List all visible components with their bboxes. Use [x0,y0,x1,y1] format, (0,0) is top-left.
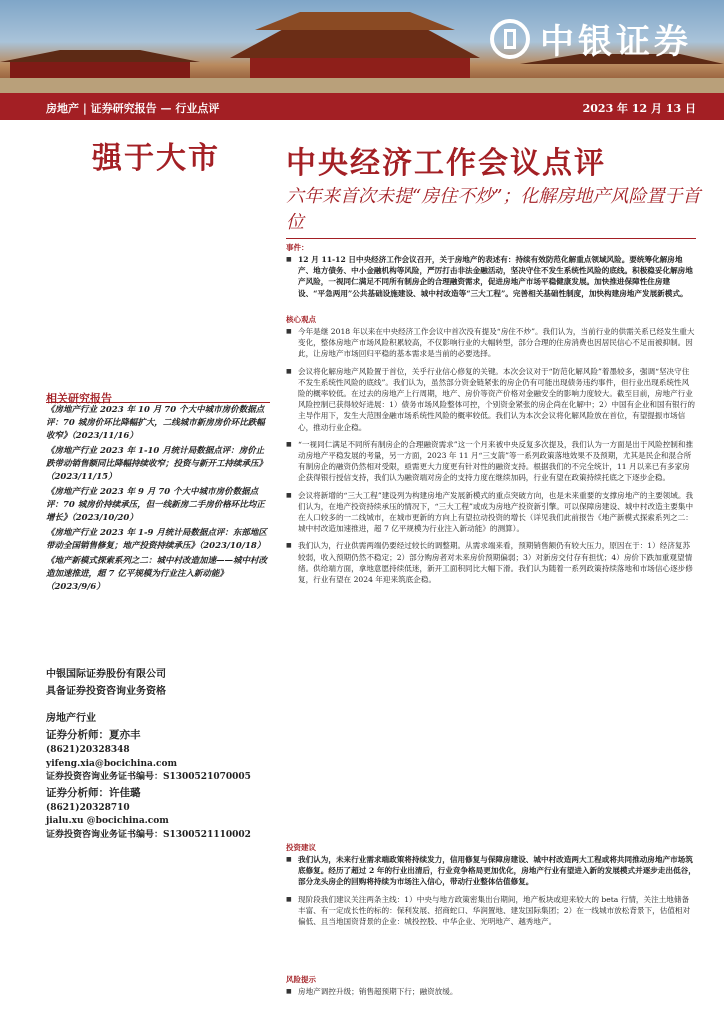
related-divider [46,402,270,403]
list-item [298,366,696,433]
analyst-email[interactable]: jialu.xu @bocichina.com [46,816,169,826]
list-item [298,254,696,299]
report-date: 2023 年 12 月 13 日 [582,102,696,115]
analyst-cert: 证券投资咨询业务证书编号：S1300521070005 [46,772,251,782]
boc-logo-icon [490,19,530,59]
view-text: 会议将化解房地产风险置于首位，关乎行业信心修复的关键。本次会议对于“防范化解风险”着墨较多，强调“坚决守住不发生系统性风险的底线”。我们认为，虽然部分资金链紧张的房企仍有可能出现债务违约事件，但行业出现系统性风险的概率较低。在过去的房地产上行周期，地产、房价等资产价格对金融安全的影响力度较大。截至目前，房地产行业风险控制已获得较好进展：1）债务市场风险整体可控，个别资金紧张的房企尚在化解中；2）中国有企业和国有银行的主导作用下，发生大范围金融市场系统性风险的概率较低。我们认为本次会议将化解风险放在首位，有望提振市场信心，推动行业企稳。 [298,366,695,432]
view-text: 我们认为，行业供需两端仍要经过较长的调整期。从需求端来看，预期销售额仍有较大压力，原因在于：1）经济复苏较弱，收入预期仍然不稳定；2）部分购房者对未来房价预期偏弱；3）对新房交付存有担忧；4）房价下跌加重观望情绪。供给端方面，拿地意愿持续低迷，新开工面积同比大幅下滑。我们认为随着一系列政策持续落地和市场信心逐步修复，行业有望在 2024 年迎来筑底企稳。 [298,541,693,585]
view-text: “一视同仁满足不同所有制房企的合理融资需求”这一个月来被中央反复多次提及，我们认为一方面是出于风险控制和推动房地产平稳发展的考量，另一方面，2023 年 11 月“三支箭”等一系列政策落地效果不及预期，尤其是民企和混合所有制房企的融资仍然相对受限，亟需更大力度更有针对性的融资支持。根据我们的不完全统计，11 月以来已有多家房企获得银行授信支持，我们认为融资端对房企的支持力度在继续加码，行业有望在政策持续托底之下逐步企稳。 [298,439,694,483]
analyst-label: 证券分析师：许佳璐 [46,786,141,799]
brand-logo [490,14,692,63]
investment-text: 现阶段我们建议关注两条主线：1）中央与地方政策密集出台期间，地产板块或迎来较大的 beta 行情，关注土地储备丰富、有一定成长性的标的：保利发展、招商蛇口、华润置地、建发国际集团；2）在一线城市放松背景下，估值相对偏低、且当地国资背景的企业：城投控股、中华企业、光明地产、越秀地产。 [298,894,691,927]
related-reports [46,404,270,596]
related-item[interactable]: 《房地产行业 2023 年 1-10 月统计局数据点评：房价止跌带动销售额同比降幅持续收窄；投资与新开工持续承压》（2023/11/15） [46,446,268,482]
view-text: 会议将新增的“三大工程”建设列为构建房地产发展新模式的重点突破方向，也是未来重要的支撑房地产的主要领域。我们认为，在地产投资持续承压的情况下，“三大工程”或成为房地产投资新引擎。可以保障房建设、城中村改造主要集中在人口较多的一二线城市，在城市更新的方向上有望拉动投资的增长（详见我们此前报告《地产新模式探索系列之二：城中村改造加速推进，超 7 亿平规模为行业注入新动能》的测算）。 [298,490,694,534]
list-item [298,894,696,928]
list-item [298,540,696,585]
views-section [286,326,696,591]
list-item [298,490,696,535]
page-title: 中央经济工作会议点评 [286,146,606,181]
related-item[interactable]: 《地产新模式探索系列之二：城中村改造加速——城中村改造加速推进，超 7 亿平规模为行业注入新动能》（2023/9/6） [46,556,268,592]
analyst-phone: (8621)20328710 [46,802,130,813]
related-heading: 相关研究报告 [46,392,112,405]
list-item [298,439,696,484]
investment-section [286,854,696,933]
firm-name: 中银国际证券股份有限公司 [46,669,166,680]
related-item[interactable]: 《房地产行业 2023 年 9 月 70 个大中城市房价数据点评：70 城房价持续承压，但一线新房二手房价格环比均正增长》（2023/10/20） [46,487,265,523]
list-item [298,986,696,997]
events-section [286,254,696,305]
firm-industry: 房地产行业 [46,713,96,724]
event-text: 12 月 11-12 日中央经济工作会议召开，关于房地产的表述有：持续有效防范化解重点领域风险。要统筹化解房地产、地方债务、中小金融机构等风险，严厉打击非法金融活动，坚决守住不发生系统性风险的底线。积极稳妥化解房地产风险，一视同仁满足不同所有制房企的合理融资需求，促进房地产市场平稳健康发展。加快推进保障性住房建设、“平急两用”公共基础设施建设、城中村改造等“三大工程”。完善相关基础性制度，加快构建房地产发展新模式。 [298,255,693,298]
report-category: 房地产 | 证券研究报告 — 行业点评 [46,102,220,115]
list-item [298,854,696,888]
analyst-email[interactable]: yifeng.xia@bocichina.com [46,758,177,769]
risk-heading: 风险提示 [286,975,316,984]
rating: 强于大市 [92,141,220,176]
firm-qualification: 具备证券投资咨询业务资格 [46,686,166,697]
risk-section [286,986,696,1003]
analyst-phone: (8621)20328348 [46,745,130,755]
related-item[interactable]: 《房地产行业 2023 年 10 月 70 个大中城市房价数据点评：70 城房价环比降幅扩大，二线城市新房房价环比跌幅收窄》（2023/11/16） [46,405,265,441]
header-bar [0,93,724,120]
related-item[interactable]: 《房地产行业 2023 年 1-9 月统计局数据点评：东部地区带动全国销售修复；地产投资持续承压》（2023/10/18） [46,528,267,551]
page-subtitle: 六年来首次未提“房住不炒”；化解房地产风险置于首位 [286,186,701,233]
investment-text: 我们认为，未来行业需求端政策将持续发力，信用修复与保障房建设、城中村改造两大工程或将共同推动房地产市场筑底修复。经历了超过 2 年的行业出清后，行业竞争格局更加优化，房地产行业有望进入新的发展模式并逐步走出低谷，部分龙头房企的回购将持续为市场注入信心，带动行业整体估值修复。 [298,855,696,887]
risk-text: 房地产调控升级；销售超预期下行；融资放缓。 [298,987,458,996]
header-banner-image [0,0,724,93]
analyst-cert: 证券投资咨询业务证书编号：S1300521110002 [46,829,251,840]
list-item [298,326,696,360]
views-heading: 核心观点 [286,315,316,324]
analyst-label: 证券分析师：夏亦丰 [46,729,141,741]
firm-info [46,666,270,842]
events-heading: 事件： [286,243,309,252]
title-divider [286,238,696,239]
investment-heading: 投资建议 [286,843,316,852]
view-text: 今年是继 2018 年以来在中央经济工作会议中首次没有提及“房住不炒”。我们认为，当前行业的供需关系已经发生重大变化，整体房地产市场风险积累较高，不仅影响行业的大幅转型，部分合理的住房消费也因居民信心不足而被抑制。因此，让房地产市场回归平稳的基本需求是当前的必要选择。 [298,327,695,359]
brand-name: 中银证券 [540,22,692,62]
